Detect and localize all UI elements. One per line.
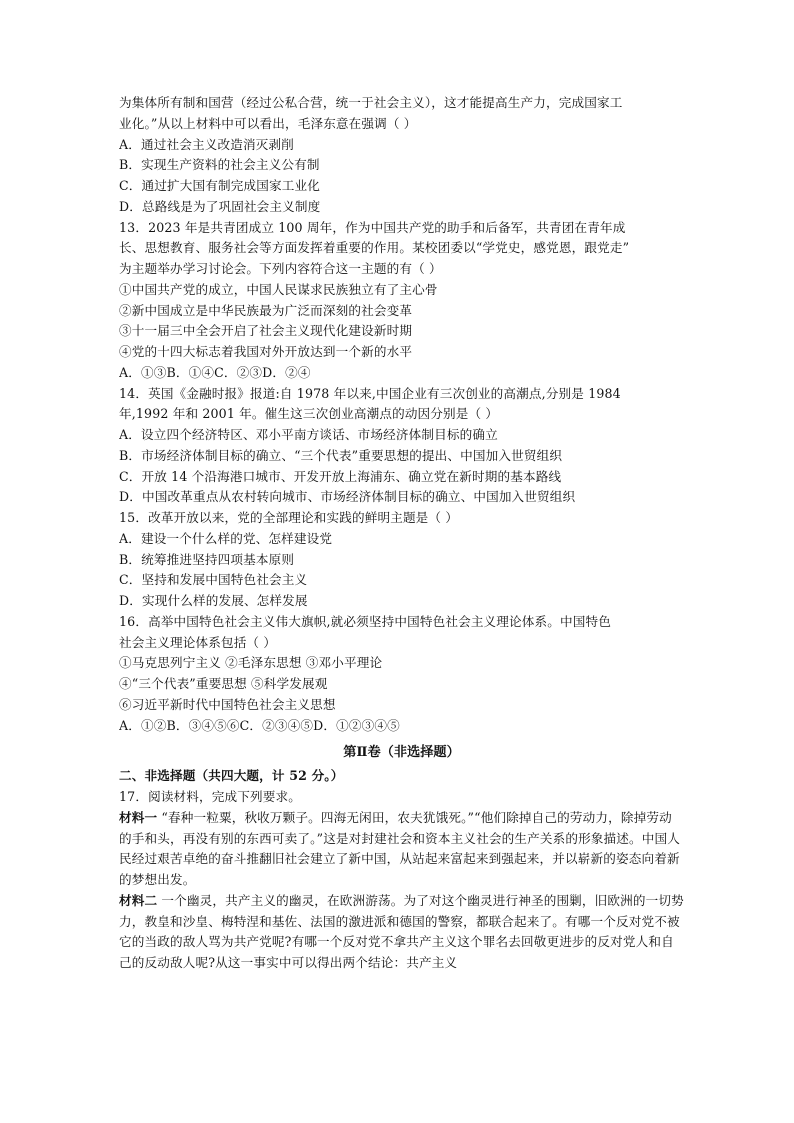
- question-16: 16．高举中国特色社会主义伟大旗帜,就必须坚持中国特色社会主义理论体系。中国特色: [119, 613, 611, 629]
- option-b: B．统筹推进坚持四项基本原则: [119, 551, 295, 567]
- statement-item: ①马克思列宁主义 ②毛泽东思想 ③邓小平理论: [119, 655, 383, 671]
- answer-options: A．①③B．①④C．②③D．②④: [119, 364, 311, 380]
- question-14: 14．英国《金融时报》报道:自 1978 年以来,中国企业有三次创业的高潮点,分别是 1984: [119, 385, 621, 401]
- option-a: A．通过社会主义改造消灭剥削: [119, 136, 294, 152]
- part2-heading: 二、非选择题（共四大题，计 52 分。）: [119, 768, 344, 784]
- option-c: C．通过扩大国有制完成国家工业化: [119, 178, 320, 193]
- option-d: D．实现什么样的发展、怎样发展: [119, 593, 308, 608]
- question-17: 17．阅读材料，完成下列要求。: [119, 789, 301, 804]
- text-line: 年,1992 年和 2001 年。催生这三次创业高潮点的动因分别是（ ）: [119, 406, 499, 422]
- material-1-text: “春种一粒粟，秋收万颗子。四海无闲田，农夫犹饿死。”“他们除掉自己的劳动力，除掉劳动的手和头，再没有别的东西可卖了。”这是对封建社会和资本主义社会的生产关系的形象描述。中国人民经过艰苦卓绝的奋斗推翻旧社会建立了新中国，从站起来富起来到强起来，并以崭新的姿态向着新的梦想出发。: [119, 809, 681, 887]
- material-1: [119, 808, 684, 891]
- answer-options: A．①②B．③④⑤⑥C．②③④⑤D．①②③④⑤: [119, 717, 400, 733]
- option-d: D．中国改革重点从农村转向城市、市场经济体制目标的确立、中国加入世贸组织: [119, 489, 576, 505]
- option-a: A．建设一个什么样的党、怎样建设党: [119, 530, 333, 546]
- option-a: A．设立四个经济特区、邓小平南方谈话、市场经济体制目标的确立: [119, 427, 498, 442]
- material-2: [119, 891, 684, 974]
- statement-item: ③十一届三中全会开启了社会主义现代化建设新时期: [119, 323, 413, 339]
- option-b: B．实现生产资料的社会主义公有制: [119, 157, 320, 173]
- option-b: B．市场经济体制目标的确立、“三个代表”重要思想的提出、中国加入世贸组织: [119, 447, 563, 463]
- text-line: 为主题举办学习讨论会。下列内容符合这一主题的有（ ）: [119, 261, 442, 276]
- material-1-label: 材料一: [119, 809, 158, 825]
- text-line: 为集体所有制和国营（经过公私合营，统一于社会主义），这才能提高生产力，完成国家工: [119, 95, 623, 110]
- page-content: [119, 93, 684, 974]
- question-15: 15．改革开放以来，党的全部理论和实践的鲜明主题是（ ）: [119, 510, 459, 525]
- material-2-label: 材料二: [119, 892, 158, 908]
- text-line: 社会主义理论体系包括（ ）: [119, 634, 277, 650]
- statement-item: ④党的十四大标志着我国对外开放达到一个新的水平: [119, 344, 413, 359]
- text-line: 业化。”从以上材料中可以看出，毛泽东意在强调（ ）: [119, 115, 417, 131]
- material-2-text: 一个幽灵，共产主义的幽灵，在欧洲游荡。为了对这个幽灵进行神圣的围剿，旧欧洲的一切势力，教皇和沙皇、梅特涅和基佐、法国的激进派和德国的警察，都联合起来了。有哪一个反对党不被它的当政的敌人骂为共产党呢?有哪一个反对党不拿共产主义这个罪名去回敬更进步的反对党人和自己的反动敌人呢?从这一事实中可以得出两个结论：共产主义: [119, 892, 684, 970]
- option-c: C．开放 14 个沿海港口城市、开发开放上海浦东、确立党在新时期的基本路线: [119, 468, 562, 484]
- statement-item: ②新中国成立是中华民族最为广泛而深刻的社会变革: [119, 302, 413, 318]
- option-c: C．坚持和发展中国特色社会主义: [119, 572, 308, 588]
- question-13: 13．2023 年是共青团成立 100 周年，作为中国共产党的助手和后备军，共青团在青年成: [119, 219, 626, 235]
- option-d: D．总路线是为了巩固社会主义制度: [119, 198, 321, 214]
- statement-item: ⑥习近平新时代中国特色社会主义思想: [119, 696, 336, 712]
- statement-item: ④“三个代表”重要思想 ⑤科学发展观: [119, 676, 328, 691]
- statement-item: ①中国共产党的成立，中国人民谋求民族独立有了主心骨: [119, 281, 438, 297]
- text-line: 长、思想教育、服务社会等方面发挥着重要的作用。某校团委以“学党史，感党恩，跟党走”: [119, 240, 630, 256]
- section-title: 第Ⅱ卷（非选择题）: [343, 745, 460, 761]
